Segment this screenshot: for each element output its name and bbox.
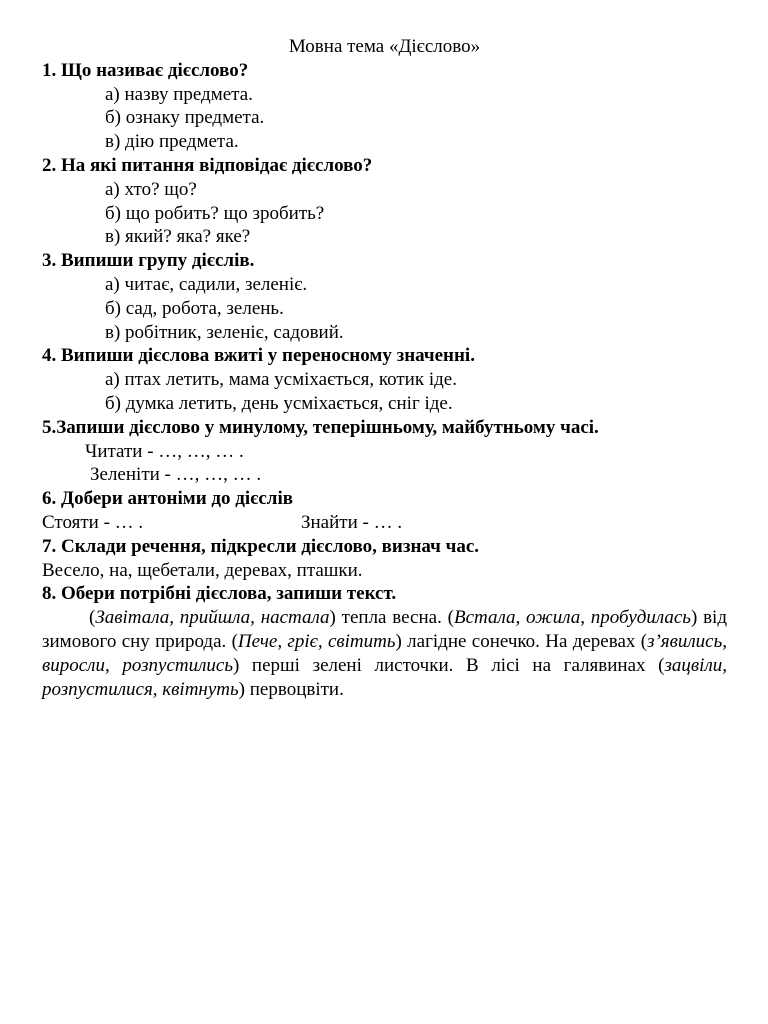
q3-option-a: а) читає, садили, зеленіє. [105, 273, 308, 295]
question-7: 7. Склади речення, підкресли дієслово, визнач час. [42, 535, 480, 557]
q8-choice-3: Пече, гріє, світить [237, 630, 396, 652]
q1-option-b: б) ознаку предмета. [105, 107, 265, 129]
q6-antonym-right: Знайти - … . [301, 511, 403, 533]
q8-paragraph [42, 606, 727, 701]
q4-option-b: б) думка летить, день усміхається, сніг іде. [105, 392, 453, 414]
question-3: 3. Випиши групу дієслів. [42, 250, 255, 272]
q8-open-paren: ( [89, 607, 96, 629]
question-5: 5.Запиши дієслово у минулому, теперішньому, майбутньому часі. [42, 416, 599, 438]
question-2: 2. На які питання відповідає дієслово? [42, 154, 373, 176]
question-6: 6. Добери антоніми до дієслів [42, 488, 294, 510]
q7-word-list: Весело, на, щебетали, деревах, пташки. [42, 559, 363, 581]
q5-line-green: Зеленіти - …, …, … . [90, 464, 262, 486]
q8-choice-5: зацвіли, розпустилися, квітнуть [42, 654, 727, 700]
page-title: Мовна тема «Дієслово» [288, 36, 481, 57]
q1-option-c: в) дію предмета. [105, 131, 239, 153]
q2-option-a: а) хто? що? [105, 178, 197, 200]
question-4: 4. Випиши дієслова вжиті у переносному значенні. [42, 345, 475, 367]
q8-choice-2: Встала, ожила, пробудилась [453, 607, 691, 629]
q5-line-read: Читати - …, …, … . [85, 440, 244, 462]
q8-text-5: ) первоцвіти. [238, 678, 344, 700]
q3-option-c: в) робітник, зеленіє, садовий. [105, 321, 344, 343]
q6-antonym-left: Стояти - … . [42, 511, 144, 533]
worksheet-content [42, 35, 727, 701]
q2-option-c: в) який? яка? яке? [105, 226, 251, 248]
q8-text-2: ) від зимового сну природа. ( [42, 607, 727, 652]
q8-choice-4: з’явились, виросли, розпустились [42, 630, 727, 676]
q8-choice-1: Завітала, прийшла, настала [95, 607, 330, 629]
q1-option-a: а) назву предмета. [105, 83, 253, 105]
q3-option-b: б) сад, робота, зелень. [105, 297, 284, 319]
q6-antonym-row [42, 511, 727, 535]
q4-option-a: а) птах летить, мама усміхається, котик іде. [105, 369, 457, 391]
q8-text-1: ) тепла весна. ( [329, 607, 454, 629]
q8-text-3: ) лагідне сонечко. На деревах ( [395, 630, 648, 652]
q8-text-4: ) перші зелені листочки. В лісі на галявинах ( [232, 654, 665, 676]
q2-option-b: б) що робить? що зробить? [105, 202, 325, 224]
question-8: 8. Обери потрібні дієслова, запиши текст. [42, 583, 397, 605]
question-1: 1. Що називає дієслово? [42, 59, 249, 81]
